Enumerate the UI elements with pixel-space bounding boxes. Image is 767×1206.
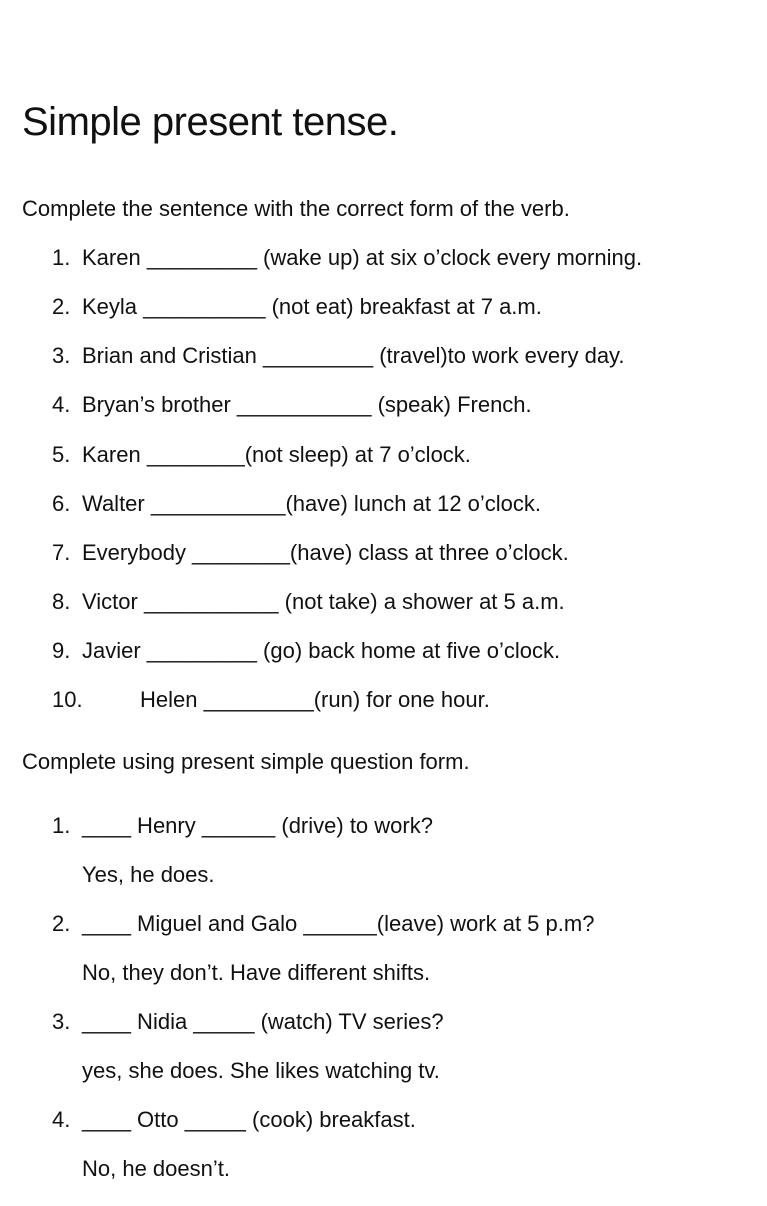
question-number: 1.: [52, 813, 71, 838]
answer-2: No, they don’t. Have different shifts.: [82, 960, 431, 985]
item-text: Keyla __________ (not eat) breakfast at 7 a.m.: [82, 294, 542, 319]
answer-4: No, he doesn’t.: [82, 1156, 230, 1181]
question-number: 2.: [52, 911, 71, 936]
exercise-item-9: [52, 636, 752, 666]
answer-3: yes, she does. She likes watching tv.: [82, 1058, 440, 1083]
item-text: Bryan’s brother ___________ (speak) French.: [82, 392, 532, 417]
question-number: 4.: [52, 1107, 71, 1132]
exercise-item-5: [52, 440, 752, 470]
item-text: Karen ________(not sleep) at 7 o’clock.: [82, 442, 471, 467]
question-item-3: [52, 1007, 444, 1037]
item-number: 7.: [52, 540, 71, 565]
exercise-item-4: [52, 390, 752, 420]
exercise-item-1: [52, 243, 752, 273]
question-text: ____ Miguel and Galo ______(leave) work at 5 p.m?: [82, 911, 595, 936]
question-item-1: [52, 811, 433, 841]
question-text: ____ Henry ______ (drive) to work?: [82, 813, 433, 838]
item-number: 6.: [52, 491, 71, 516]
item-number: 2.: [52, 294, 71, 319]
item-text: Javier _________ (go) back home at five o’clock.: [82, 638, 561, 663]
item-number: 10.: [52, 687, 83, 712]
item-text: Brian and Cristian _________ (travel)to work every day.: [82, 343, 625, 368]
item-text: Walter ___________(have) lunch at 12 o’clock.: [82, 491, 542, 516]
section2-instruction: Complete using present simple question form.: [22, 749, 470, 774]
item-number: 9.: [52, 638, 71, 663]
item-number: 5.: [52, 442, 71, 467]
exercise-item-2: [52, 292, 752, 322]
section1-instruction: Complete the sentence with the correct form of the verb.: [22, 196, 570, 221]
item-number: 4.: [52, 392, 71, 417]
item-text: Everybody ________(have) class at three o’clock.: [82, 540, 569, 565]
page-title: Simple present tense.: [22, 100, 399, 144]
item-number: 1.: [52, 245, 71, 270]
item-number: 8.: [52, 589, 71, 614]
question-text: ____ Otto _____ (cook) breakfast.: [82, 1107, 416, 1132]
item-text: Helen _________(run) for one hour.: [140, 687, 490, 712]
exercise-item-10: [52, 685, 752, 715]
exercise-item-7: [52, 538, 752, 568]
item-text: Victor ___________ (not take) a shower at 5 a.m.: [82, 589, 565, 614]
question-number: 3.: [52, 1009, 71, 1034]
answer-1: Yes, he does.: [82, 862, 215, 887]
item-number: 3.: [52, 343, 71, 368]
exercise-item-8: [52, 587, 752, 617]
question-text: ____ Nidia _____ (watch) TV series?: [82, 1009, 444, 1034]
exercise-item-3: [52, 341, 752, 371]
exercise-item-6: [52, 489, 752, 519]
question-item-4: [52, 1105, 416, 1135]
question-item-2: [52, 909, 594, 939]
item-text: Karen _________ (wake up) at six o’clock every morning.: [82, 245, 643, 270]
